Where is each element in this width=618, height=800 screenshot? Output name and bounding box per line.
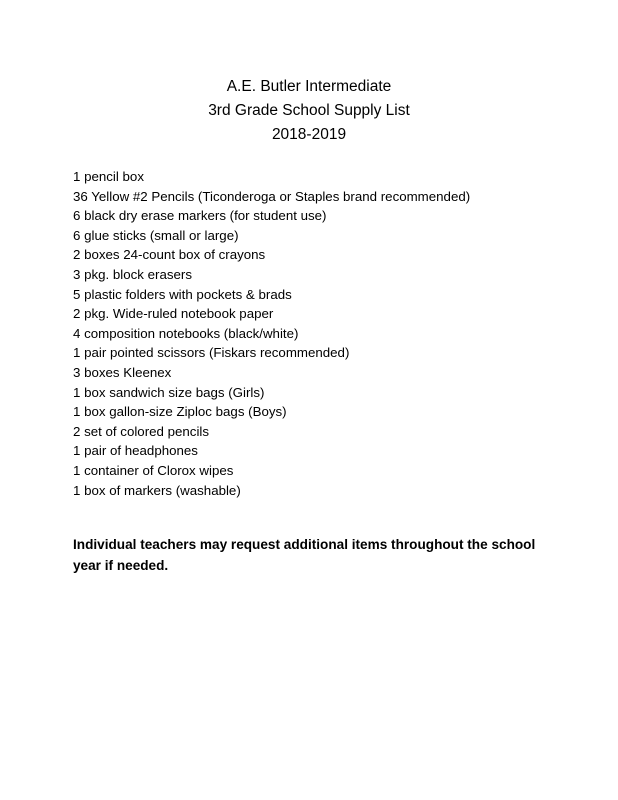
supply-item: 6 glue sticks (small or large)	[73, 227, 239, 243]
supply-item: 1 box sandwich size bags (Girls)	[73, 384, 265, 400]
supply-item: 1 pair pointed scissors (Fiskars recommended)	[73, 345, 350, 361]
supply-item: 4 composition notebooks (black/white)	[73, 325, 299, 341]
supply-item: 3 pkg. block erasers	[73, 266, 192, 282]
supply-item: 2 set of colored pencils	[73, 423, 210, 439]
supply-item: 1 pencil box	[73, 169, 144, 184]
supply-item: 3 boxes Kleenex	[73, 364, 172, 380]
teacher-note: Individual teachers may request additional items throughout the school year if needed.	[73, 536, 536, 573]
school-name: A.E. Butler Intermediate	[226, 78, 392, 95]
supply-item: 1 pair of headphones	[73, 443, 198, 459]
list-title: 3rd Grade School Supply List	[208, 102, 410, 119]
supply-list	[73, 167, 470, 500]
supply-item: 1 container of Clorox wipes	[73, 462, 234, 478]
document-header	[0, 75, 618, 147]
supply-item: 36 Yellow #2 Pencils (Ticonderoga or Staples brand recommended)	[73, 188, 471, 204]
supply-item: 2 pkg. Wide-ruled notebook paper	[73, 306, 274, 322]
supply-item: 1 box of markers (washable)	[73, 482, 241, 498]
supply-item: 6 black dry erase markers (for student use)	[73, 208, 327, 224]
supply-item: 2 boxes 24-count box of crayons	[73, 247, 266, 263]
school-year: 2018-2019	[271, 126, 347, 143]
supply-item: 5 plastic folders with pockets & brads	[73, 286, 292, 302]
supply-item: 1 box gallon-size Ziploc bags (Boys)	[73, 404, 287, 420]
